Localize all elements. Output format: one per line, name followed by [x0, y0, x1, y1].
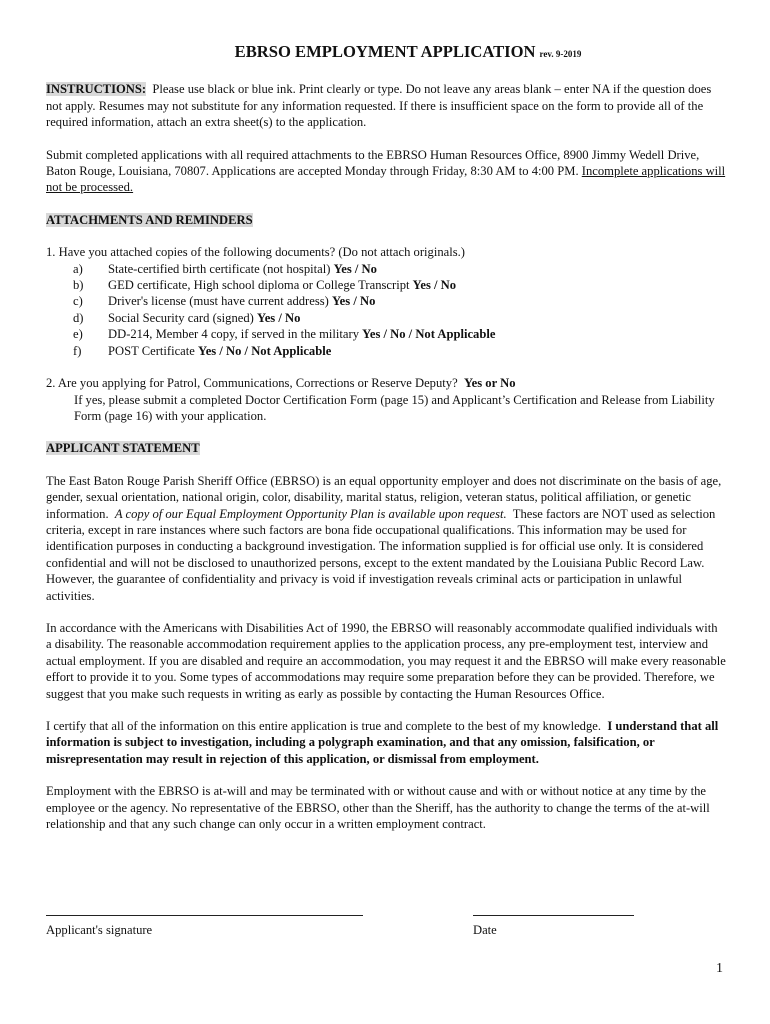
instructions-text: Please use black or blue ink. Print clearly or type. Do not leave any areas blank – enter NA if the question does not apply. Resumes may not substitute for any information requested. If there is insufficient space on the form to provide all of the required information, attach an extra sheet(s) to the application. — [46, 82, 712, 130]
at-will-paragraph: Employment with the EBRSO is at-will and may be terminated with or without cause and with or without notice at any time by the employee or the agency. No representative of the EBRSO, other than the Sheriff, has the authority to change the terms of the at-will relationship and that any such change can only occur in a written employment contract. — [46, 784, 710, 832]
signature-line[interactable] — [46, 915, 363, 916]
document-list-item — [46, 310, 726, 326]
document-list-item — [46, 261, 726, 277]
certification-text: I certify that all of the information on this entire application is true and complete to the best of my knowledge. — [46, 719, 602, 733]
signature-label: Applicant's signature — [46, 923, 153, 937]
list-item-text: State-certified birth certificate (not hospital) — [108, 261, 331, 276]
question-2-note: If yes, please submit a completed Doctor Certification Form (page 15) and Applicant’s Certification and Release from Liability Form (page 16) with your application. — [74, 392, 715, 423]
incomplete-notice: Incomplete applications will not be processed. — [46, 164, 726, 195]
list-item-text: Social Security card (signed) — [108, 310, 254, 325]
list-item-letter: a) — [73, 261, 83, 276]
list-item-letter: d) — [73, 310, 84, 325]
eeo-text-end: These factors are NOT used as selection criteria, except in rare instances where such factors are bona fide occupational qualifications. This information may be used for identification purposes in conducting a background investigation. The information supplied is for official use only. It is considered confidential and will not be disclosed to unauthorized persons, except to the extent mandated by the Louisiana Public Record Law. However, the guarantee of confidentiality and privacy is void if investigation reveals criminal acts or participation in unlawful activities. — [46, 506, 716, 603]
application-page — [46, 44, 726, 848]
list-item-text: GED certificate, High school diploma or College Transcript — [108, 278, 410, 293]
date-label: Date — [473, 923, 497, 937]
attachments-heading-row — [46, 212, 726, 228]
revision-label: rev. 9-2019 — [539, 49, 582, 59]
title-row — [46, 44, 726, 62]
list-item-letter: b) — [73, 278, 84, 293]
instructions-label: INSTRUCTIONS: — [46, 82, 147, 97]
list-item-text: POST Certificate — [108, 343, 195, 358]
certification-paragraph — [46, 718, 726, 767]
ada-paragraph: In accordance with the Americans with Disabilities Act of 1990, the EBRSO will reasonably accommodate qualified individuals with a disability. The reasonable accommodation requirement applies to the application process, any pre-employment test, interview and actual employment. If you are disabled and require an accommodation, you may request it and the EBRSO will make every reasonable effort to provide it to you. Some types of accommodations may require some preparation before they can be provided. Therefore, we suggest that you make such requests in writing as early as possible by contacting the Human Resources Office. — [46, 620, 726, 701]
eeo-text-start: The East Baton Rouge Parish Sheriff Office (EBRSO) is an equal opportunity employer and does not discriminate on the basis of age, gender, sexual orientation, national origin, color, disability, marital status, religion, veteran status, political affiliation, or genetic information. — [46, 473, 722, 521]
list-item-letter: c) — [73, 294, 83, 309]
document-list-item — [46, 293, 726, 309]
document-list-item — [46, 277, 726, 293]
list-item-text: DD-214, Member 4 copy, if served in the military — [108, 327, 359, 342]
document-list — [46, 261, 726, 359]
attachments-heading: ATTACHMENTS AND REMINDERS — [46, 212, 253, 227]
attachments-question-2 — [46, 375, 726, 424]
list-item-answer[interactable]: Yes / No — [333, 261, 377, 276]
signature-area — [46, 915, 726, 945]
document-list-item — [46, 343, 726, 359]
question-2-text: 2. Are you applying for Patrol, Communications, Corrections or Reserve Deputy? — [46, 376, 458, 391]
certification-bold-text: I understand that all information is subject to investigation, including a polygraph examination, and that any omission, falsification, or misrepresentation may result in rejection of this application, or dismissal from employment. — [46, 719, 719, 766]
document-list-item — [46, 326, 726, 342]
eeo-paragraph — [46, 473, 726, 604]
question-1-text: 1. Have you attached copies of the following documents? (Do not attach originals.) — [46, 245, 465, 260]
list-item-answer[interactable]: Yes / No — [412, 278, 457, 293]
statement-heading-row — [46, 440, 726, 456]
date-line[interactable] — [473, 915, 634, 916]
page-number: 1 — [716, 961, 723, 976]
list-item-answer[interactable]: Yes / No / Not Applicable — [198, 343, 332, 358]
instructions-paragraph — [46, 81, 726, 130]
list-item-letter: f) — [73, 343, 82, 358]
submit-paragraph — [46, 147, 726, 196]
submit-text: Submit completed applications with all required attachments to the EBRSO Human Resources Office, 8900 Jimmy Wedell Drive, Baton Rouge, Louisiana, 70807. Applications are accepted Monday through Friday, 8:30 AM to 4:00 PM. — [46, 147, 700, 179]
list-item-answer[interactable]: Yes / No / Not Applicable — [362, 327, 496, 342]
attachments-question-1 — [46, 244, 726, 359]
statement-heading: APPLICANT STATEMENT — [46, 441, 200, 456]
question-2-answer[interactable]: Yes or No — [463, 376, 516, 391]
list-item-letter: e) — [73, 327, 83, 342]
eeo-plan-note: A copy of our Equal Employment Opportunity Plan is available upon request. — [114, 506, 507, 521]
list-item-answer[interactable]: Yes / No — [257, 310, 301, 325]
list-item-text: Driver's license (must have current address) — [108, 294, 329, 309]
list-item-answer[interactable]: Yes / No — [331, 294, 376, 309]
page-title: EBRSO EMPLOYMENT APPLICATION — [234, 42, 536, 61]
